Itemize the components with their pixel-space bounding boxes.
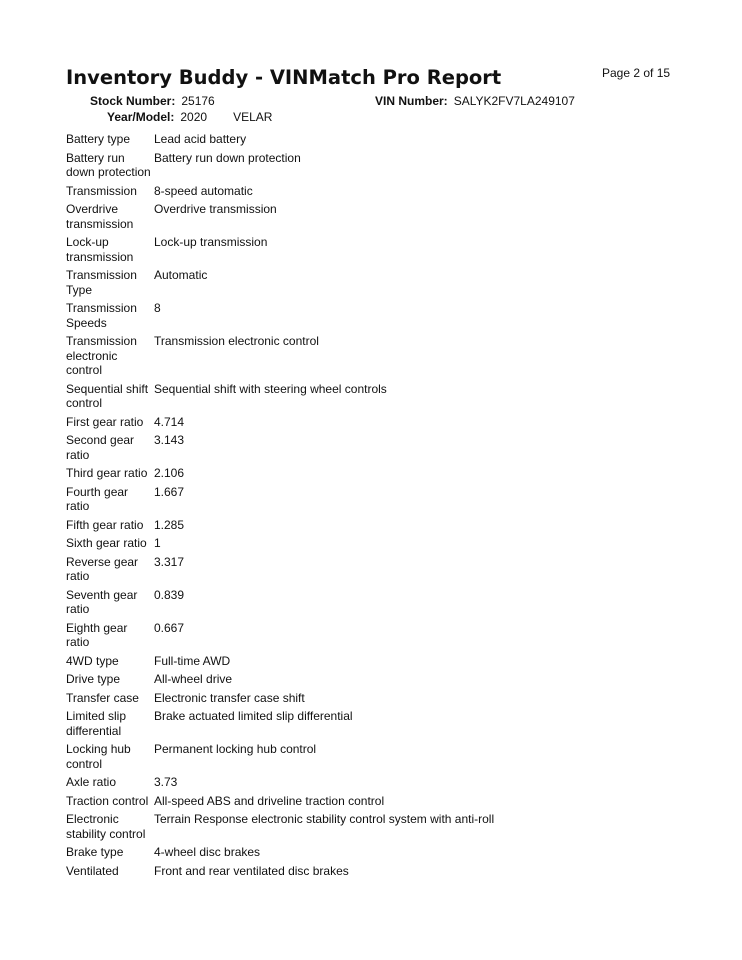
spec-value: Full-time AWD bbox=[154, 653, 231, 668]
spec-row bbox=[66, 812, 626, 845]
spec-value: Brake actuated limited slip differential bbox=[154, 709, 353, 723]
spec-value: Lead acid battery bbox=[154, 132, 247, 146]
spec-value: Permanent locking hub control bbox=[154, 742, 317, 756]
spec-value: Lock-up transmission bbox=[154, 235, 268, 249]
spec-row bbox=[66, 794, 626, 813]
spec-row bbox=[66, 466, 626, 485]
spec-row bbox=[66, 864, 626, 883]
spec-label: Transmission bbox=[66, 183, 137, 198]
spec-row bbox=[66, 415, 626, 434]
page-number: Page 2 of 15 bbox=[602, 66, 671, 80]
spec-row bbox=[66, 301, 626, 334]
spec-row bbox=[66, 132, 626, 151]
spec-label: Battery run down protection bbox=[66, 150, 151, 179]
spec-label: Transfer case bbox=[66, 690, 139, 705]
spec-row bbox=[66, 184, 626, 203]
spec-value: 0.667 bbox=[154, 620, 185, 635]
spec-row bbox=[66, 518, 626, 537]
spec-value: Transmission electronic control bbox=[154, 334, 319, 348]
spec-label: 4WD type bbox=[66, 653, 119, 668]
stock-number-row bbox=[90, 94, 215, 108]
spec-label: Reverse gear ratio bbox=[66, 554, 139, 583]
spec-value: 8 bbox=[154, 301, 161, 315]
spec-table bbox=[66, 132, 626, 882]
spec-value: Terrain Response electronic stability control system with anti-roll bbox=[154, 812, 495, 826]
spec-row bbox=[66, 621, 626, 654]
spec-value: 1.285 bbox=[154, 517, 185, 532]
spec-row bbox=[66, 235, 626, 268]
spec-value: All-wheel drive bbox=[154, 672, 233, 686]
vin-number-row bbox=[375, 94, 575, 108]
spec-label: Seventh gear ratio bbox=[66, 587, 138, 616]
report-title: Inventory Buddy - VINMatch Pro Report bbox=[66, 66, 502, 89]
spec-row bbox=[66, 433, 626, 466]
spec-row bbox=[66, 588, 626, 621]
vin-number-label: VIN Number: bbox=[375, 94, 448, 108]
spec-value: Overdrive transmission bbox=[154, 202, 277, 216]
spec-value: 1 bbox=[154, 536, 161, 550]
spec-label: Transmission Type bbox=[66, 268, 137, 297]
spec-value: Automatic bbox=[154, 268, 208, 282]
spec-label: Sixth gear ratio bbox=[66, 536, 147, 550]
spec-row bbox=[66, 555, 626, 588]
spec-value: 3.317 bbox=[154, 554, 185, 569]
spec-value: 8-speed automatic bbox=[154, 183, 253, 198]
spec-value: Sequential shift with steering wheel controls bbox=[154, 381, 387, 396]
spec-label: Traction control bbox=[66, 793, 149, 808]
spec-row bbox=[66, 268, 626, 301]
spec-value: 3.73 bbox=[154, 775, 178, 789]
spec-label: Transmission Speeds bbox=[66, 301, 137, 330]
spec-value: 4-wheel disc brakes bbox=[154, 845, 261, 859]
spec-label: Limited slip differential bbox=[66, 709, 127, 738]
spec-label: Fifth gear ratio bbox=[66, 517, 144, 532]
spec-row bbox=[66, 775, 626, 794]
spec-value: 2.106 bbox=[154, 466, 185, 480]
spec-label: Transmission electronic control bbox=[66, 334, 137, 377]
spec-row bbox=[66, 485, 626, 518]
spec-value: Electronic transfer case shift bbox=[154, 690, 305, 705]
spec-label: Brake type bbox=[66, 845, 124, 859]
year-value: 2020 bbox=[180, 110, 208, 124]
spec-label: Overdrive transmission bbox=[66, 202, 134, 231]
spec-value: 0.839 bbox=[154, 587, 185, 602]
spec-value: 4.714 bbox=[154, 414, 185, 429]
spec-row bbox=[66, 672, 626, 691]
stock-number-label: Stock Number: bbox=[90, 94, 176, 108]
model-value: VELAR bbox=[233, 110, 273, 124]
spec-value: All-speed ABS and driveline traction control bbox=[154, 793, 385, 808]
spec-label: Ventilated bbox=[66, 863, 119, 878]
spec-label: Lock-up transmission bbox=[66, 235, 134, 264]
spec-row bbox=[66, 691, 626, 710]
spec-value: 1.667 bbox=[154, 484, 185, 499]
spec-label: Locking hub control bbox=[66, 742, 131, 771]
spec-label: Third gear ratio bbox=[66, 466, 148, 480]
spec-label: Battery type bbox=[66, 132, 131, 146]
spec-row bbox=[66, 536, 626, 555]
spec-row bbox=[66, 382, 626, 415]
spec-row bbox=[66, 334, 626, 382]
vin-number-value: SALYK2FV7LA249107 bbox=[453, 94, 575, 108]
spec-row bbox=[66, 845, 626, 864]
year-model-label: Year/Model: bbox=[107, 110, 175, 124]
spec-value: 3.143 bbox=[154, 433, 185, 447]
spec-value: Battery run down protection bbox=[154, 150, 301, 165]
stock-number-value: 25176 bbox=[181, 94, 215, 108]
spec-row bbox=[66, 202, 626, 235]
spec-row bbox=[66, 151, 626, 184]
year-model-row bbox=[107, 110, 272, 124]
spec-label: Drive type bbox=[66, 672, 121, 686]
spec-label: Sequential shift control bbox=[66, 381, 149, 410]
spec-label: First gear ratio bbox=[66, 414, 144, 429]
spec-label: Electronic stability control bbox=[66, 812, 146, 841]
spec-label: Axle ratio bbox=[66, 775, 117, 789]
spec-label: Fourth gear ratio bbox=[66, 484, 129, 513]
spec-label: Second gear ratio bbox=[66, 433, 135, 462]
spec-row bbox=[66, 742, 626, 775]
spec-value: Front and rear ventilated disc brakes bbox=[154, 863, 349, 878]
spec-row bbox=[66, 709, 626, 742]
spec-label: Eighth gear ratio bbox=[66, 620, 128, 649]
spec-row bbox=[66, 654, 626, 673]
